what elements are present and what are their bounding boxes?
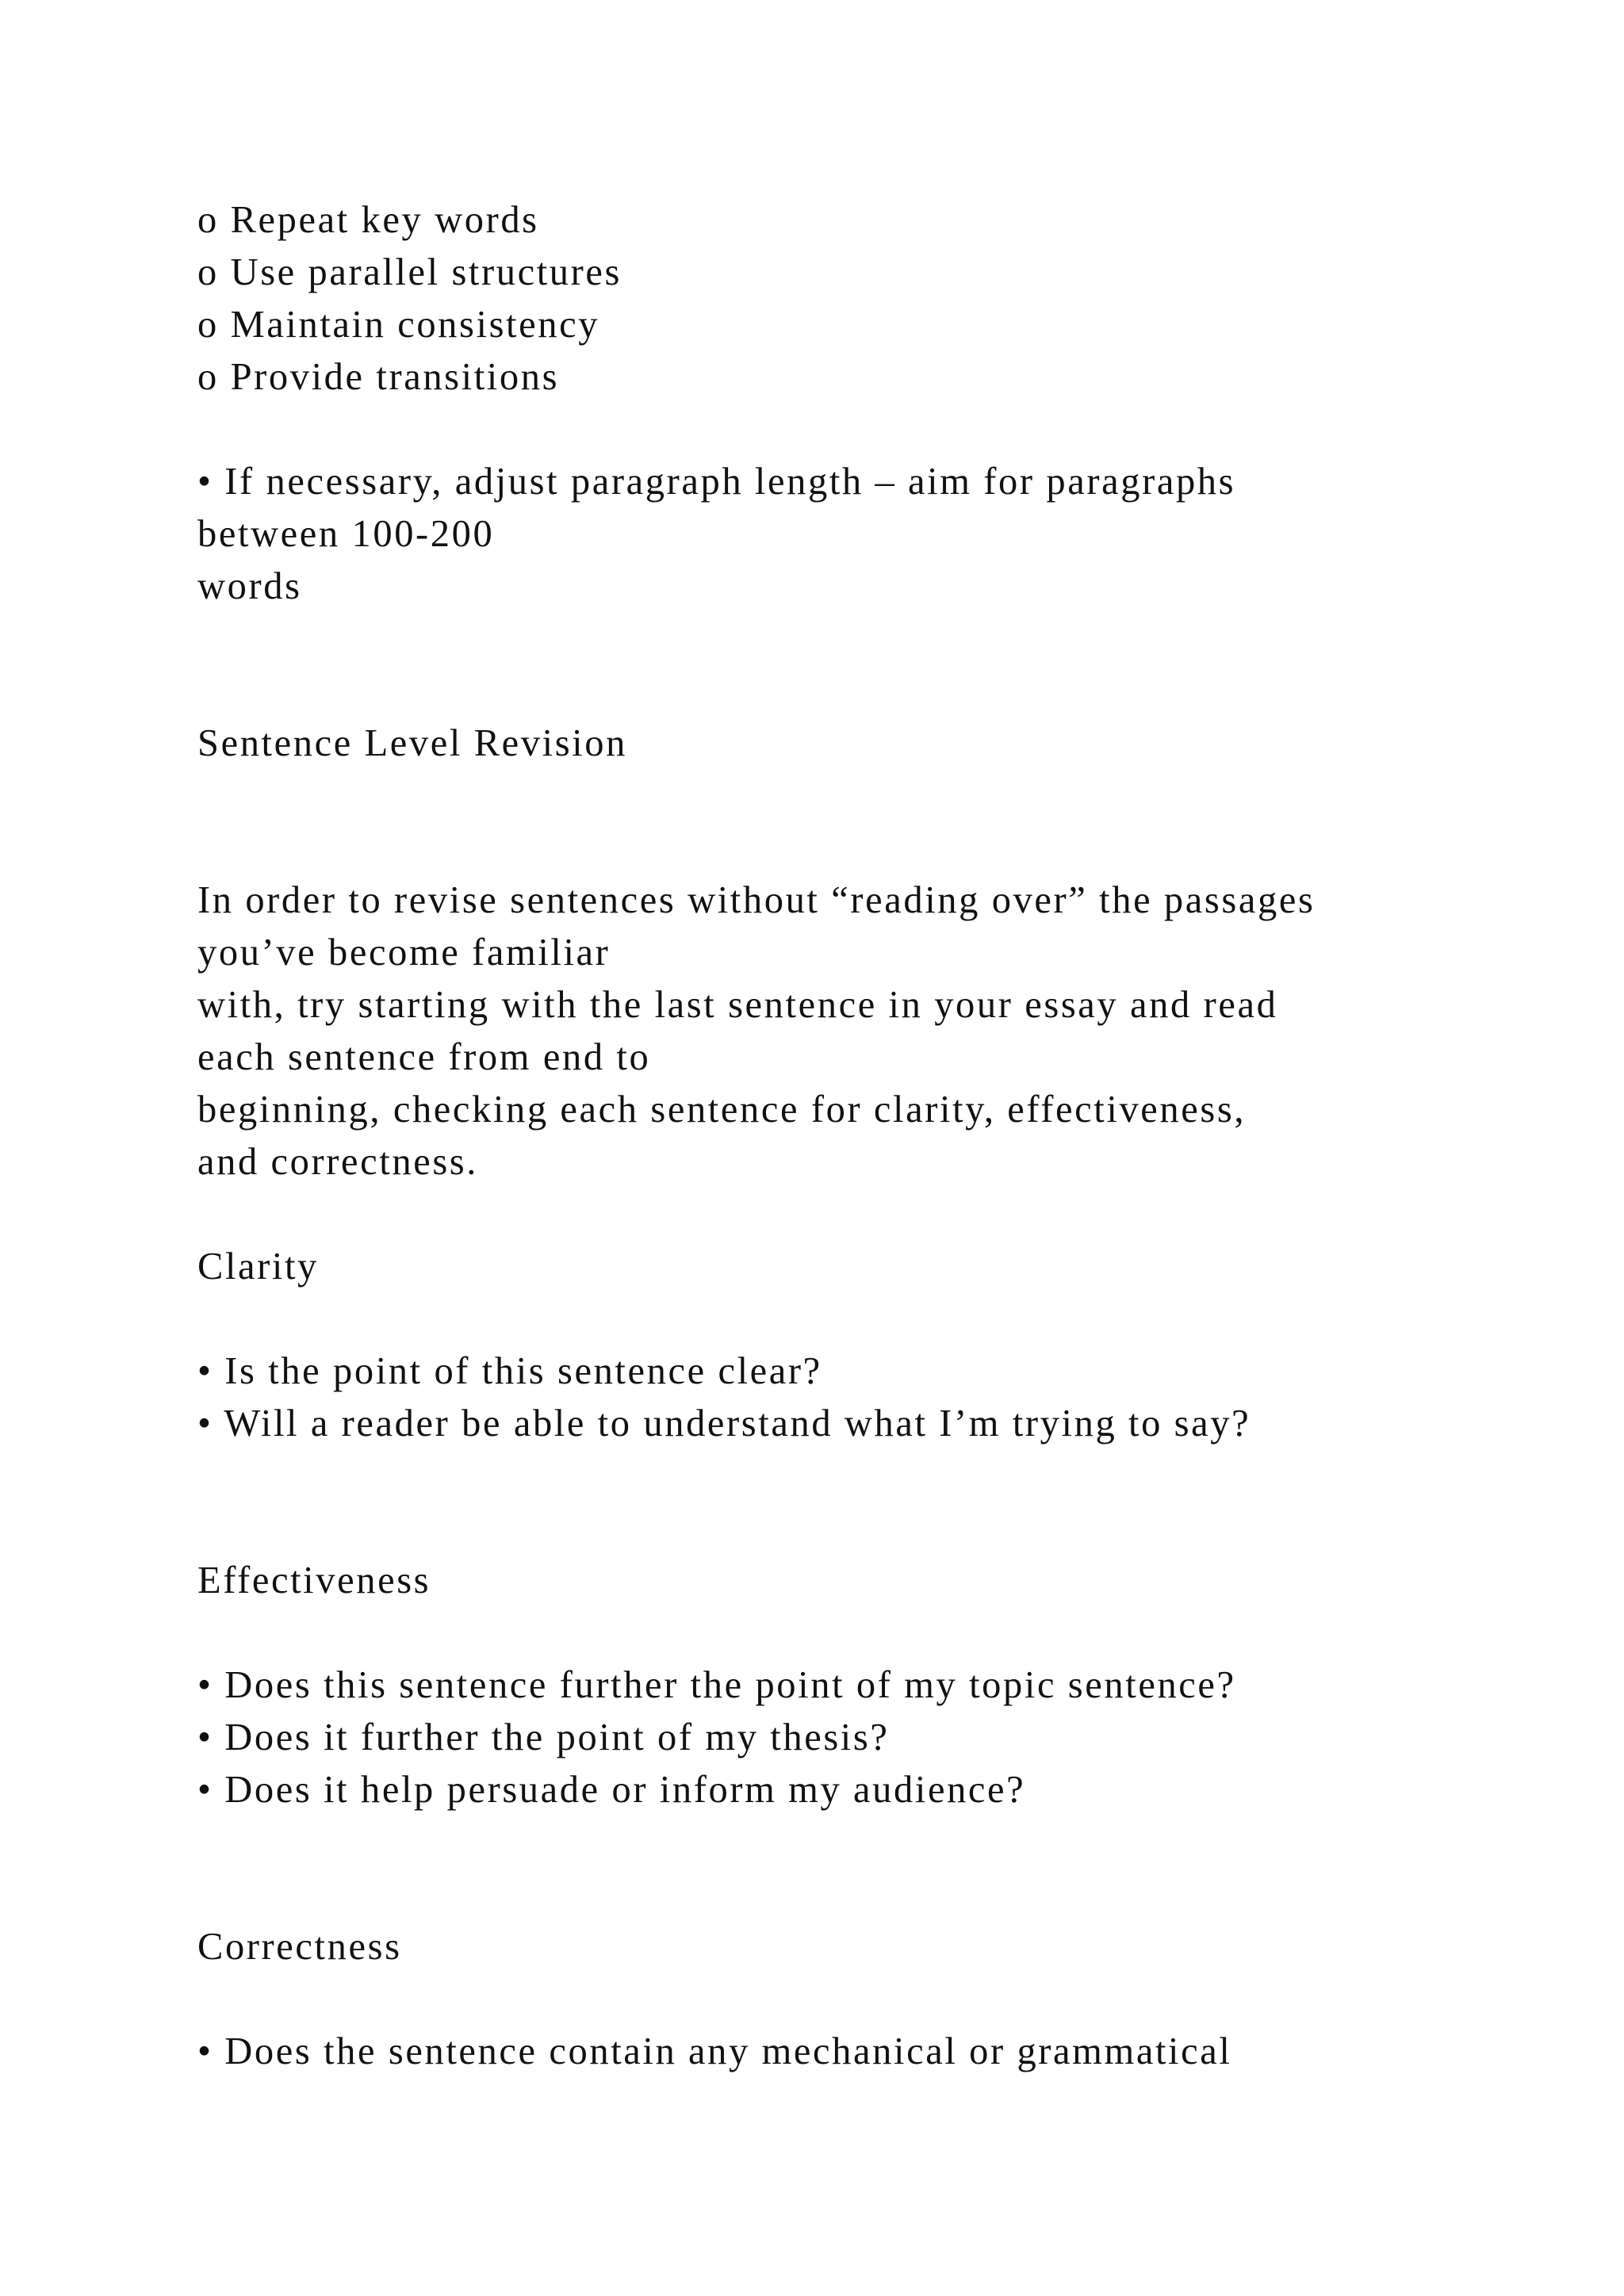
section-heading: Sentence Level Revision (197, 722, 627, 764)
intro-paragraph-line-5: beginning, checking each sentence for clarity, effectiveness, (197, 1089, 1247, 1131)
clarity-question: • Will a reader be able to understand what I’m trying to say? (197, 1402, 1251, 1445)
clarity-heading: Clarity (197, 1246, 319, 1288)
intro-paragraph-line-1: In order to revise sentences without “reading over” the passages (197, 879, 1316, 921)
intro-paragraph-line-2: you’ve become familiar (197, 932, 611, 974)
effectiveness-question: • Does it help persuade or inform my audience? (197, 1769, 1026, 1811)
effectiveness-question: • Does it further the point of my thesis? (197, 1716, 890, 1758)
cohesion-item-parallel-structures: o Use parallel structures (197, 251, 622, 293)
cohesion-item-repeat-key-words: o Repeat key words (197, 199, 539, 241)
paragraph-length-tip-line-1: • If necessary, adjust paragraph length – aim for paragraphs (197, 461, 1236, 503)
effectiveness-heading: Effectiveness (197, 1559, 431, 1601)
cohesion-item-provide-transitions: o Provide transitions (197, 356, 560, 398)
paragraph-length-tip-line-2: between 100-200 (197, 513, 495, 555)
effectiveness-question: • Does this sentence further the point of my topic sentence? (197, 1664, 1236, 1706)
paragraph-length-tip-line-3: words (197, 565, 302, 607)
correctness-heading: Correctness (197, 1926, 402, 1968)
clarity-question: • Is the point of this sentence clear? (197, 1350, 822, 1392)
intro-paragraph-line-4: each sentence from end to (197, 1036, 651, 1078)
intro-paragraph-line-3: with, try starting with the last sentence in your essay and read (197, 984, 1278, 1026)
cohesion-item-maintain-consistency: o Maintain consistency (197, 304, 600, 346)
intro-paragraph-line-6: and correctness. (197, 1141, 479, 1183)
correctness-question: • Does the sentence contain any mechanical or grammatical (197, 2030, 1232, 2072)
